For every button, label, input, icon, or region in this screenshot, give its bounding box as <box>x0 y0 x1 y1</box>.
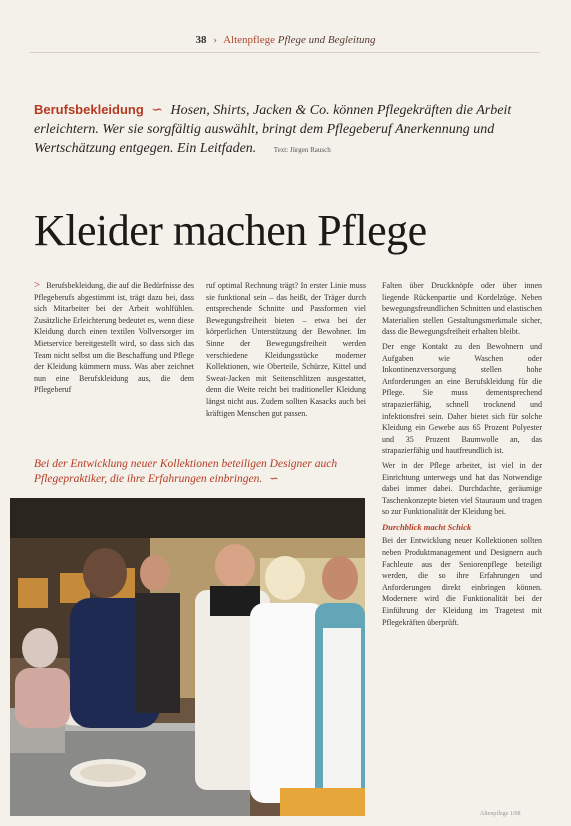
byline: Text: Jürgen Rausch <box>273 146 331 154</box>
text-column-3 <box>382 280 542 631</box>
swash-ornament-icon: ∽ <box>269 473 279 485</box>
arrow-icon: > <box>34 279 41 291</box>
text-column-2 <box>206 280 366 422</box>
col3-paragraph-3: Wer in der Pflege arbeitet, ist viel in der Einrichtung unterwegs und hat das Notwendige dabei immer dabei. Durchdachte, geräumige Taschenkonzepte bieten viel Stauraum und tragen so zur Funktionalität der Kleidung bei. <box>382 460 542 517</box>
col3-paragraph-1: Falten über Druckknöpfe oder über innen liegende Rückenpartie und Kordelzüge. Neben bewegungsfreundlichen Schnitten und elastischen Materialien stellen Gestaltungsmerkmale sicher, dass die Bewegungsfreiheit erhalten bleibt. <box>382 281 542 337</box>
page-footer: Altenpflege 1/08 <box>480 811 521 817</box>
subsection-name: Pflege und Begleitung <box>277 34 376 46</box>
subheading: Durchblick macht Schick <box>382 521 472 532</box>
kicker: Berufsbekleidung <box>34 102 144 117</box>
article-photo <box>10 498 365 816</box>
swash-ornament-icon: ∽ <box>151 103 164 118</box>
pull-quote <box>34 457 374 487</box>
col3-paragraph-4: Bei der Entwicklung neuer Kollektionen sollten neben Produktmanagement und Designern auch Fachleute aus der Seniorenpflege beteiligt werden, die so ihre Erfahrungen und Anforderungen direkt einbringen können. Modernere wird die Funktionalität bei der Einführung der Kleidung im Tragetest mit Pflegekräften überprüft. <box>382 536 542 627</box>
page-number: 38 <box>195 34 207 46</box>
header-separator: › <box>213 34 217 46</box>
lead-text: Hosen, Shirts, Jacken & Co. können Pflegekräften die Arbeit erleichtern. Wer sie sorgfältig auswählt, bringt dem Pflegeberuf Anerkennung und Wertschätzung entgegen. Ein Leitfaden. <box>34 103 512 156</box>
section-name: Altenpflege <box>223 34 275 46</box>
header-rule <box>30 52 540 53</box>
article-title: Kleider machen Pflege <box>34 206 427 255</box>
col1-paragraph: Berufsbekleidung, die auf die Bedürfnisse des Pflegeberufs abgestimmt ist, trägt dazu bei, dass sich Mitarbeiter bei der Arbeit wohlfühlen. Zusätzliche Erleichterung bedeutet es, wenn diese Kleidung durch einen textilen Vollversorger im Mietservice bereitgestellt wird, so dass sich das Team nicht selbst um die Beschaffung und Pflege der Kleidung kümmern muss. Was aber zeichnet nun eine Berufskleidung aus, die dem Pflegeberuf <box>34 281 194 395</box>
lead-paragraph <box>34 100 534 160</box>
kitchen-staff-photo <box>10 498 365 816</box>
running-header <box>0 34 571 46</box>
col2-paragraph: ruf optimal Rechnung trägt? In erster Linie muss sie funktional sein – das heißt, der Träger durch entsprechende Schnitte und Passformen viel Bewegungsfreiheit bieten – etwa bei der körperlichen Unterstützung der Bewohner. Im Sinne der Bewegungsfreiheit werden verschiedene Kleidungsstücke moderner Kollektionen, wie Oberteile, Schürze, Kittel und Sweat-Jacken mit Seitenschlitzen ausgestattet, denn die Weite reicht bei traditioneller Kleidung längst nicht aus. Zudem sollten Kasacks auch bei kräftigen Menschen gut passen. <box>206 281 366 418</box>
pull-quote-text: Bei der Entwicklung neuer Kollektionen beteiligen Designer auch Pflegepraktiker, die ihre Erfahrungen einbringen. <box>34 458 338 485</box>
col3-paragraph-2: Der enge Kontakt zu den Bewohnern und Aufgaben wie Waschen oder Inkontinenzversorgung stellen hohe Anforderungen an eine Berufskleidung für die Pflege. Sie muss dementsprechend strapazierfähig, schnell trocknend und infektionsfrei sein. Daher bietet sich für solche Kleidung ein Gewebe aus 65 Prozent Polyester und 35 Prozent Baumwolle an, das strapazierfähig und hautfreundlich ist. <box>382 341 542 456</box>
text-column-1 <box>34 280 194 399</box>
